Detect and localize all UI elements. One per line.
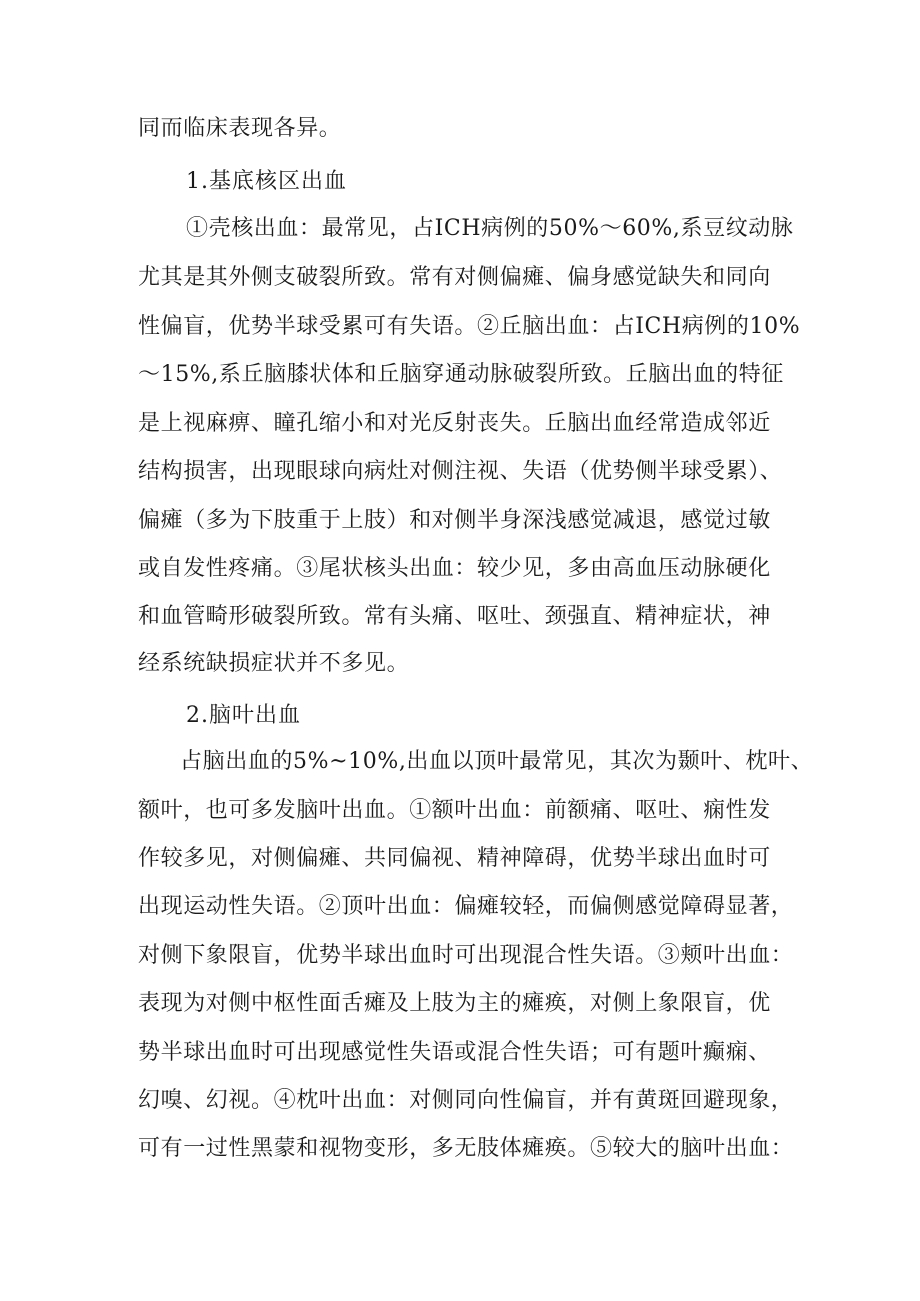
text-line: ①壳核出血：最常见，占ICH病例的50%～60%,系豆纹动脉 (186, 216, 794, 241)
text-line: 尤其是其外侧支破裂所致。常有对侧偏瘫、偏身感觉缺失和同向 (138, 265, 771, 290)
text-line: 结构损害，出现眼球向病灶对侧注视、失语（优势侧半球受累）、 (138, 459, 783, 484)
text-line: 作较多见，对侧偏瘫、共同偏视、精神障碍，优势半球出血时可 (138, 846, 771, 871)
text-line: 出现运动性失语。②顶叶出血：偏瘫较轻，而偏侧感觉障碍显著， (138, 894, 794, 919)
text-line: 或自发性疼痛。③尾状核头出血：较少见，多由高血压动脉硬化 (138, 556, 771, 581)
text-line: 势半球出血时可出现感觉性失语或混合性失语；可有题叶癫痫、 (138, 1040, 771, 1065)
text-line: 经系统缺损症状并不多见。 (138, 651, 410, 676)
text-line: 同而临床表现各异。 (138, 116, 342, 141)
text-line: 可有一过性黑蒙和视物变形，多无肢体瘫痪。⑤较大的脑叶出血： (138, 1136, 794, 1161)
text-line: 对侧下象限盲，优势半球出血时可出现混合性失语。③颊叶出血： (138, 943, 794, 968)
text-line: ～15%,系丘脑膝状体和丘脑穿通动脉破裂所致。丘脑出血的特征 (138, 362, 784, 387)
text-line: 性偏盲，优势半球受累可有失语。②丘脑出血：占ICH病例的10% (138, 314, 801, 339)
text-line: 占脑出血的5%~10%,出血以顶叶最常见，其次为颞叶、枕叶、 (180, 749, 814, 774)
text-line: 和血管畸形破裂所致。常有头痛、呕吐、颈强直、精神症状，神 (138, 604, 771, 629)
text-line: 偏瘫（多为下肢重于上肢）和对侧半身深浅感觉减退，感觉过敏 (138, 508, 771, 533)
text-line: 是上视麻痹、瞳孔缩小和对光反射丧失。丘脑出血经常造成邻近 (138, 411, 771, 436)
text-line: 额叶，也可多发脑叶出血。①额叶出血：前额痛、呕吐、痫性发 (138, 798, 771, 823)
text-line: 表现为对侧中枢性面舌瘫及上肢为主的瘫痪，对侧上象限盲，优 (138, 991, 771, 1016)
section-heading-basal-ganglia: 1.基底核区出血 (186, 169, 347, 194)
section-heading-lobar: 2.脑叶出血 (186, 703, 301, 728)
text-line: 幻嗅、幻视。④枕叶出血：对侧同向性偏盲，并有黄斑回避现象， (138, 1088, 794, 1113)
